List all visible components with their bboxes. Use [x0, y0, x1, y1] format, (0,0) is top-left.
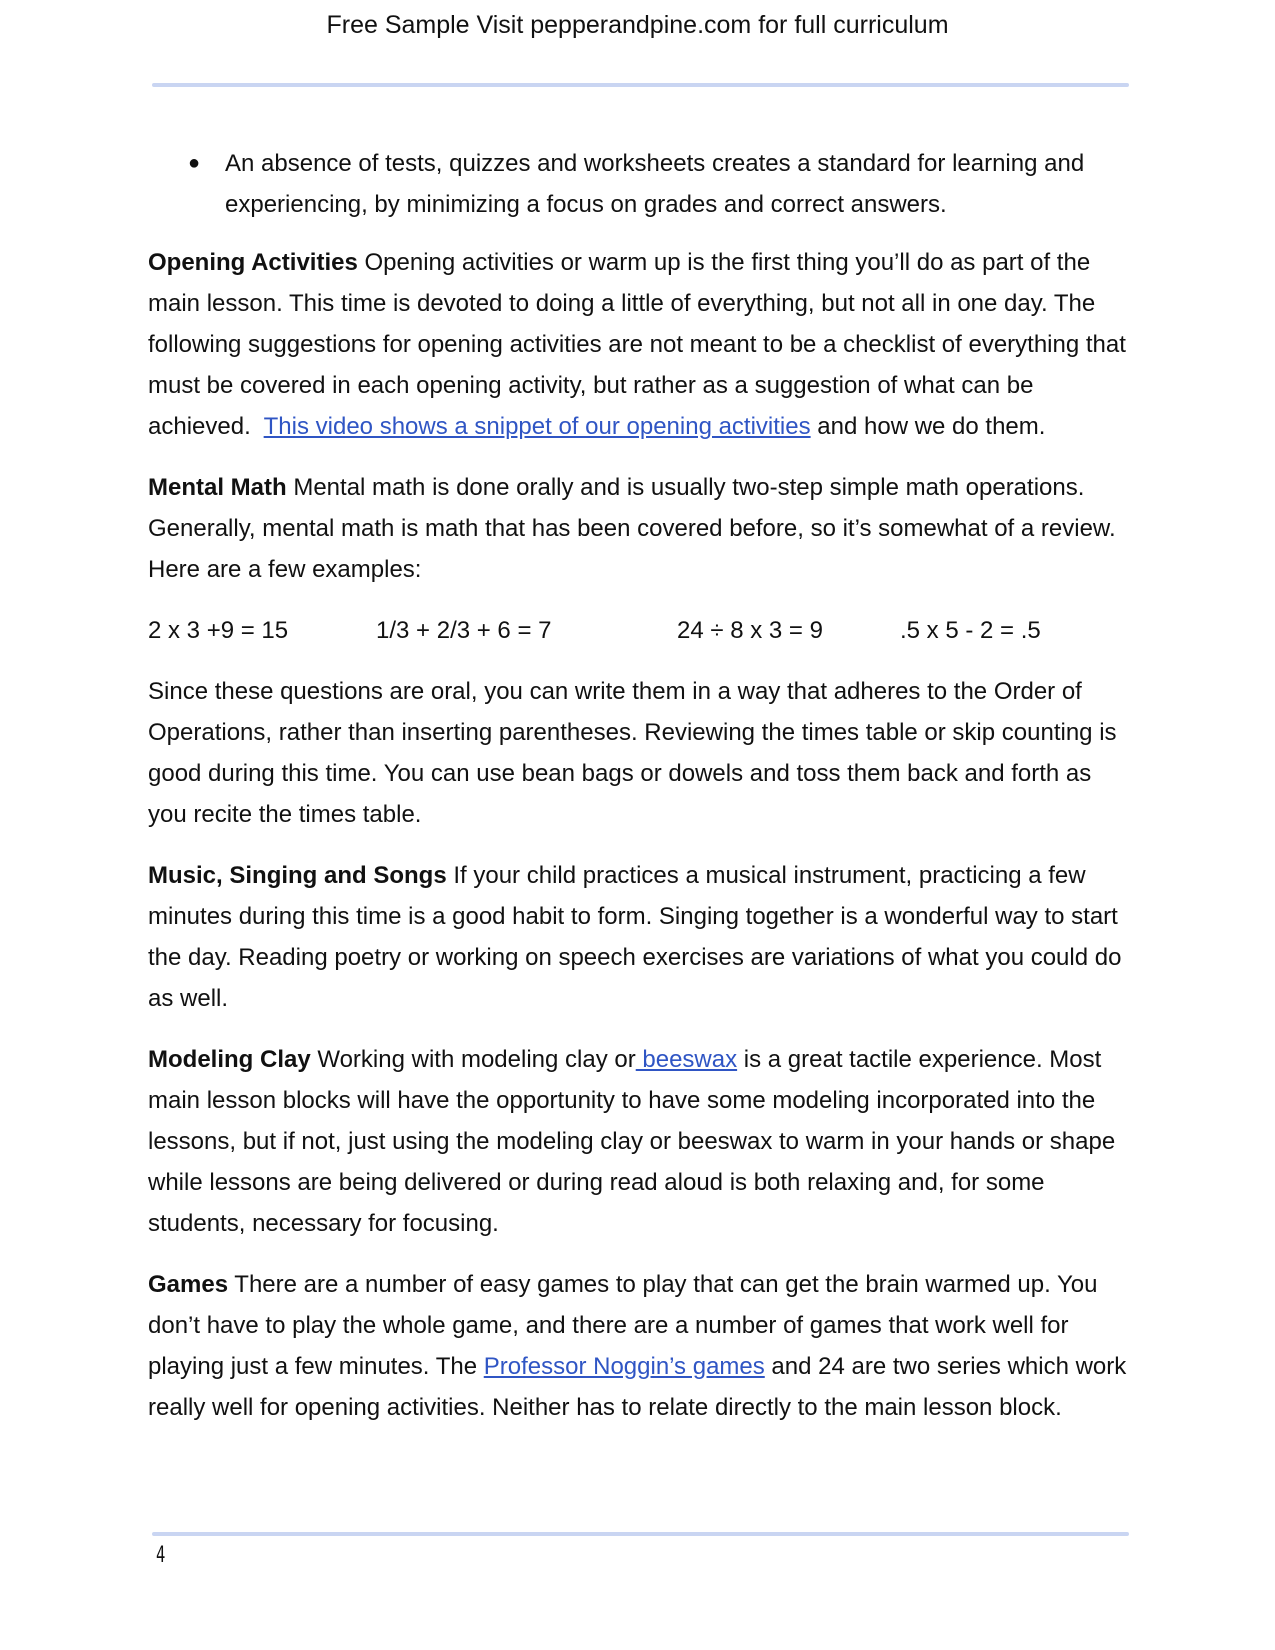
professor-noggin-link[interactable]: Professor Noggin’s games	[483, 1353, 765, 1380]
header-divider	[152, 83, 1129, 87]
music-heading: Music, Singing and Songs	[148, 862, 447, 889]
bullet-icon: ●	[188, 152, 201, 174]
mental-math-text: Mental math is done orally and is usually two-step simple math operations. Generally, mental math is math that has been covered before, so it’s somewhat of a review. Here are a few examples:	[148, 474, 1116, 583]
order-of-operations-paragraph: Since these questions are oral, you can write them in a way that adheres to the Order of Operations, rather than inserting parentheses. Reviewing the times table or skip counting is good during this time. You can use bean bags or dowels and toss them back and forth as you recite the times table.	[148, 678, 1117, 828]
document-body	[148, 143, 1133, 1448]
beeswax-link[interactable]: beeswax	[635, 1046, 738, 1073]
math-example: .5 x 5 - 2 = .5	[900, 617, 1041, 644]
music-text: If your child practices a musical instrument, practicing a few minutes during this time is a good habit to form. Singing together is a wonderful way to start the day. Reading poetry or working on speech exercises are variations of what you could do as well.	[148, 862, 1122, 1012]
games-paragraph	[148, 1264, 1133, 1428]
games-heading: Games	[148, 1271, 229, 1298]
opening-activities-text: Opening activities or warm up is the first thing you’ll do as part of the main lesson. This time is devoted to doing a little of everything, but not all in one day. The following suggestions for opening activities are not meant to be a checklist of everything that must be covered in each opening activity, but rather as a suggestion of what can be achieved.	[148, 249, 1133, 440]
opening-activities-paragraph	[148, 242, 1133, 447]
modeling-clay-paragraph	[148, 1039, 1133, 1244]
music-paragraph	[148, 855, 1133, 1019]
games-text: There are a number of easy games to play that can get the brain warmed up. You don’t have to play the whole game, and there are a number of games that work well for playing just a few minutes. The	[148, 1271, 1098, 1380]
opening-activities-video-link[interactable]: This video shows a snippet of our opening activities	[263, 413, 811, 440]
math-example: 2 x 3 +9 = 15	[148, 617, 289, 644]
mental-math-heading: Mental Math	[148, 474, 287, 501]
page-number: 4	[156, 1543, 166, 1568]
footer-divider	[152, 1532, 1129, 1536]
modeling-clay-heading: Modeling Clay	[148, 1046, 311, 1073]
math-example: 1/3 + 2/3 + 6 = 7	[376, 617, 552, 644]
page-header: Free Sample Visit pepperandpine.com for full curriculum	[326, 11, 949, 39]
opening-activities-heading: Opening Activities	[148, 249, 358, 276]
opening-activities-text-end: and how we do them.	[810, 413, 1046, 440]
list-item	[148, 143, 1133, 225]
games-text-end: and 24 are two series which work really well for opening activities. Neither has to relate directly to the main lesson block.	[148, 1353, 1127, 1421]
modeling-clay-text: Working with modeling clay or	[310, 1046, 636, 1073]
bullet-text: An absence of tests, quizzes and worksheets creates a standard for learning and experiencing, by minimizing a focus on grades and correct answers.	[225, 150, 1085, 218]
math-example: 24 ÷ 8 x 3 = 9	[677, 617, 823, 644]
mental-math-paragraph	[148, 467, 1133, 590]
modeling-clay-text-end: is a great tactile experience. Most main lesson blocks will have the opportunity to have some modeling incorporated into the lessons, but if not, just using the modeling clay or beeswax to warm in your hands or shape while lessons are being delivered or during read aloud is both relaxing and, for some students, necessary for focusing.	[148, 1046, 1116, 1237]
math-examples-row	[148, 610, 1133, 651]
